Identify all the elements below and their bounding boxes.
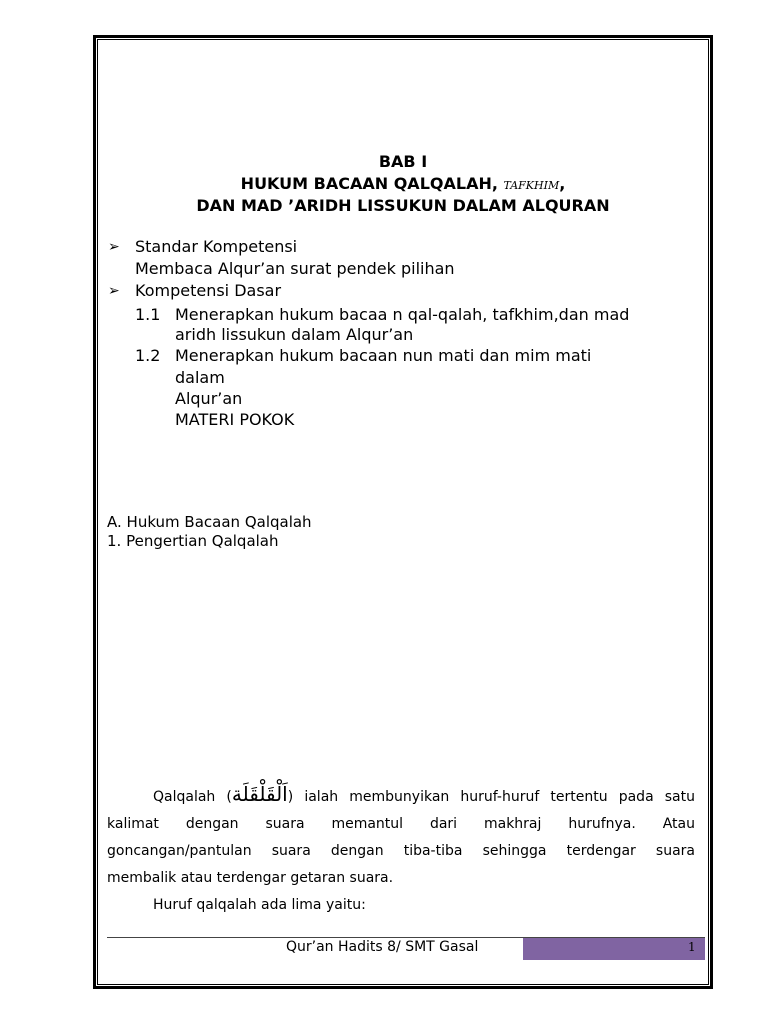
standar-kompetensi-text: Membaca Alqur’an surat pendek pilihan [135,259,455,278]
arrow-bullet-icon: ➢ [108,283,120,299]
materi-pokok-label: MATERI POKOK [175,410,295,429]
paragraph-line [107,781,695,811]
item2-line3: Alqur’an [175,389,243,408]
chapter-title-italic: TAFKHIM [503,179,560,192]
item2-line2: dalam [175,368,225,387]
paragraph-line: goncangan/pantulan suara dengan tiba-tiba sehingga terdengar suara [107,843,695,859]
chapter-number: BAB I [378,152,428,171]
chapter-title-main: HUKUM BACAAN QALQALAH, [240,174,498,193]
paragraph-line: Huruf qalqalah ada lima yaitu: [153,897,366,913]
section-heading-a: A. Hukum Bacaan Qalqalah [107,513,312,531]
chapter-title-line2: DAN MAD ’ARIDH LISSUKUN DALAM ALQURAN [196,196,610,215]
paragraph-line: kalimat dengan suara memantul dari makhraj hurufnya. Atau [107,816,695,832]
kompetensi-dasar-label: Kompetensi Dasar [135,281,282,300]
item2-line1: Menerapkan hukum bacaan nun mati dan mim mati [175,346,592,365]
chapter-title-line1 [100,173,706,197]
arabic-term: اَلْقَلْقَلَة [231,782,288,806]
item1-line2: aridh lissukun dalam Alqur’an [175,325,414,344]
qalqalah-paragraph [107,781,695,919]
intro-after: ) ialah membunyikan huruf-huruf tertentu pada satu [287,789,695,805]
paragraph-line: membalik atau terdengar getaran suara. [107,870,394,886]
page-number: 1 [688,940,696,954]
item1-line1: Menerapkan hukum bacaa n qal-qalah, tafkhim,dan mad [175,305,630,324]
arrow-bullet-icon: ➢ [108,239,120,255]
footer-label: Qur’an Hadits 8/ SMT Gasal [286,939,479,955]
item-number: 1.2 [135,346,161,365]
standar-kompetensi-label: Standar Kompetensi [135,237,298,256]
footer-accent-box [523,938,705,960]
item-number: 1.1 [135,305,161,324]
chapter-title-comma: , [559,174,566,193]
intro-before: Qalqalah ( [153,789,232,805]
section-heading-1: 1. Pengertian Qalqalah [107,532,279,550]
